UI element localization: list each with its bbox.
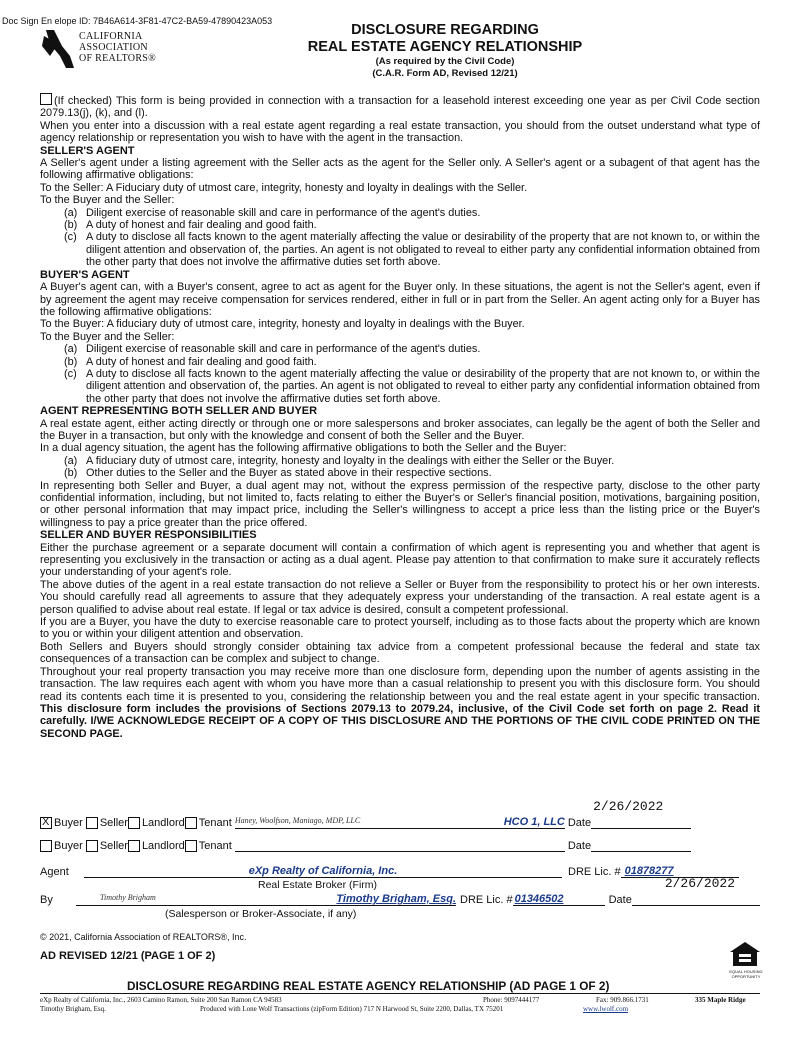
paragraph: To the Seller: A Fiduciary duty of utmost care, integrity, honesty and loyalty in dealings with the Seller. — [40, 181, 528, 194]
paragraph: To the Buyer and the Seller: — [40, 330, 175, 343]
section-heading: BUYER'S AGENT — [40, 268, 130, 281]
date-field[interactable] — [591, 839, 691, 852]
tenant-checkbox[interactable] — [185, 817, 197, 829]
section-heading: AGENT REPRESENTING BOTH SELLER AND BUYER — [40, 405, 318, 418]
equal-housing-icon — [728, 940, 762, 968]
paragraph: A real estate agent, either acting directly or through one or more salespersons and broker associates, can legally be the agent of both the Seller and the Buyer in a transaction, but only with the knowledge and consent of both the Seller and the Buyer. — [40, 417, 760, 442]
list-item: (b) A duty of honest and fair dealing and good faith. — [64, 355, 317, 368]
footer-property-address: 335 Maple Ridge — [695, 996, 746, 1004]
landlord-checkbox[interactable] — [128, 817, 140, 829]
buyer-checkbox-checked[interactable] — [40, 817, 52, 829]
logo-line: CALIFORNIA — [79, 31, 143, 42]
docusign-envelope-id: Doc Sign En elope ID: 7B46A614-3F81-47C2-BA59-47890423A053 — [2, 16, 273, 26]
associate-dre-number: 01346502 — [514, 893, 564, 905]
associate-signature: Timothy Brigham — [100, 893, 156, 902]
form-title — [240, 22, 650, 79]
logo-line: OF REALTORS® — [79, 53, 157, 64]
broker-caption: Real Estate Broker (Firm) — [258, 879, 378, 891]
seller-checkbox[interactable] — [86, 817, 98, 829]
paragraph: Either the purchase agreement or a separate document will contain a confirmation of which agent is representing you and whether that agent is representing you exclusively in the transaction or acting as a dual agent. Please pay attention to that confirmation to make sure it accurately reflects your understanding of your agent's role. — [40, 541, 760, 579]
paragraph: In a dual agency situation, the agent has the following affirmative obligations to both the Seller and the Buyer: — [40, 442, 567, 455]
paragraph: Throughout your real property transaction you may receive more than one disclosure form, depending upon the number of agents assisting in the transaction. The law requires each agent with whom you have more than a casual relationship to present you with this disclosure form. You should read its contents each time it is presented to you, considering the relationship between you and the real estate agent in your specific transaction. This disclosure form includes the provisions of Sections 2079.13 to 2079.24, inclusive, of the Civil Code set forth on page 2. Read it carefully. I/WE ACKNOWLEDGE RECEIPT OF A COPY OF THIS DISCLOSURE AND THE PORTIONS OF THE CIVIL CODE PRINTED ON THE SECOND PAGE. — [40, 665, 760, 740]
revised-label: AD REVISED 12/21 (PAGE 1 OF 2) — [40, 950, 216, 962]
paragraph: A Seller's agent under a listing agreement with the Seller acts as the agent for the Seller only. A Seller's agent or a subagent of that agent has the following affirmative obligations: — [40, 157, 760, 182]
buyer-checkbox[interactable] — [40, 840, 52, 852]
associate-signature-line[interactable] — [76, 893, 456, 906]
leasehold-checkbox[interactable] — [40, 93, 52, 105]
paragraph: To the Buyer: A fiduciary duty of utmost care, integrity, honesty and loyalty in dealings with the Buyer. — [40, 318, 525, 331]
paragraph: If you are a Buyer, you have the duty to exercise reasonable care to protect yourself, including as to those facts about the property which are known to you or within your diligent attention and observation. — [40, 616, 760, 641]
copyright: © 2021, California Association of REALTORS®, Inc. — [40, 932, 247, 942]
acknowledgement-text: This disclosure form includes the provisions of Sections 2079.13 to 2079.24, inclusive, of the Civil Code set forth on page 2. Read it carefully. I/WE ACKNOWLEDGE RECEIPT OF A COPY OF THIS DISCLOSURE AND THE PORTIONS OF THE CIVIL CODE PRINTED ON THE SECOND PAGE. — [40, 702, 760, 740]
agent-label: Agent — [40, 866, 69, 878]
list-item: (b) A duty of honest and fair dealing and good faith. — [64, 219, 317, 232]
footer-divider — [40, 993, 760, 994]
paragraph: Both Sellers and Buyers should strongly consider obtaining tax advice from a competent professional because the federal and state tax consequences of a transaction can be complex and subject to change. — [40, 640, 760, 666]
buyer-entity: HCO 1, LLC — [503, 816, 565, 828]
landlord-label: Landlord — [141, 817, 185, 829]
dre-label: DRE Lic. # — [460, 894, 513, 906]
title-line-2: REAL ESTATE AGENCY RELATIONSHIP — [307, 39, 583, 55]
footer-fax: Fax: 909.866.1731 — [596, 996, 649, 1004]
buyer-date-value: 2/26/2022 — [593, 799, 664, 814]
associate-date-value: 2/26/2022 — [664, 876, 736, 891]
paragraph: To the Buyer and the Seller: — [40, 194, 175, 207]
seller-checkbox[interactable] — [86, 840, 98, 852]
signature-row-1 — [40, 799, 691, 829]
signature-row-2 — [40, 839, 691, 852]
tenant-checkbox[interactable] — [185, 840, 197, 852]
agent-firm-field[interactable] — [84, 865, 562, 878]
list-item: (c) A duty to disclose all facts known to the agent materially affecting the value or desirability of the property that are not known to, or within the diligent attention and observation of, the parties. An agent is not obligated to reveal to either party any confidential information obtained from the other party that does not involve the affirmative duties set forth above. — [64, 231, 760, 269]
footer-broker-address: eXp Realty of California, Inc., 2603 Camino Ramon, Suite 200 San Ramon CA 94583 — [40, 996, 282, 1004]
buyer-label: Buyer — [54, 817, 83, 829]
paragraph: In representing both Seller and Buyer, a dual agent may not, without the express permission of the respective party, disclose to the other party confidential information, including, but not limited to, facts relating to either the Buyer's or Seller's financial position, motivations, bargaining position, or other personal information that may impact price, including the Seller's willingness to accept a price less than the listing price or the Buyer's willingness to pay a price greater than the price offered. — [40, 479, 760, 529]
landlord-label: Landlord — [141, 840, 185, 852]
buyer-signature: Haney, Woolfson, Maniago, MDP, LLC — [234, 816, 361, 825]
associate-name: Timothy Brigham, Esq. — [336, 893, 456, 905]
seller-label: Seller — [99, 817, 128, 829]
list-item: (a) Diligent exercise of reasonable skill and care in performance of the agent's duties. — [64, 343, 481, 356]
title-line-1: DISCLOSURE REGARDING — [351, 22, 539, 38]
date-label: Date — [567, 817, 592, 829]
list-item: (b) Other duties to the Seller and the Buyer as stated above in their respective sections. — [64, 467, 492, 480]
title-line-3: (As required by the Civil Code) — [375, 56, 515, 67]
buyer-label: Buyer — [54, 840, 83, 852]
footer-website-link[interactable]: www.lwolf.com — [583, 1005, 629, 1013]
tenant-label: Tenant — [198, 817, 232, 829]
intro-paragraph: When you enter into a discussion with a real estate agent regarding a real estate transaction, you should from the outset understand what type of agency relationship or representation you wish to have with the agent in the transaction. — [40, 119, 760, 145]
agent-dre-number: 01878277 — [624, 865, 674, 877]
logo-text — [79, 31, 156, 64]
signature-line[interactable] — [235, 839, 565, 852]
buyer-signature-line[interactable] — [235, 816, 565, 829]
by-label: By — [40, 894, 53, 906]
landlord-checkbox[interactable] — [128, 840, 140, 852]
list-item: (a) Diligent exercise of reasonable skill and care in performance of the agent's duties. — [64, 206, 481, 219]
form-body — [40, 93, 760, 740]
equal-housing-text: EQUAL HOUSING OPPORTUNITY — [729, 969, 763, 979]
paragraph: The above duties of the agent in a real estate transaction do not relieve a Seller or Buyer from the responsibility to protect his or her own interests. You should carefully read all agreements to assure that they adequately express your understanding of the transaction. A real estate agent is a person qualified to advise about real estate. If legal or tax advice is desired, consult a competent professional. — [40, 578, 760, 616]
agent-row — [40, 865, 739, 878]
footer-produced: Produced with Lone Wolf Transactions (zipForm Edition) 717 N Harwood St, Suite 2200, Dallas, TX 75201 — [200, 1005, 504, 1013]
list-item: (c) A duty to disclose all facts known to the agent materially affecting the value or desirability of the property that are not known to, or within the diligent attention and observation of, the parties. An agent is not obligated to reveal to either party any confidential information obtained from the other party that does not involve the affirmative duties set forth above. — [64, 367, 760, 405]
date-field[interactable] — [632, 876, 760, 906]
section-heading: SELLER'S AGENT — [40, 144, 135, 157]
logo-line: ASSOCIATION — [79, 42, 148, 53]
title-line-4: (C.A.R. Form AD, Revised 12/21) — [372, 67, 518, 79]
leasehold-paragraph: (If checked) This form is being provided in connection with a transaction for a leasehold interest exceeding one year as per Civil Code section 2079.13(j), (k), and (l). — [40, 95, 760, 120]
associate-caption: (Salesperson or Broker-Associate, if any) — [165, 908, 357, 920]
associate-dre-field[interactable] — [513, 893, 605, 906]
section-heading: SELLER AND BUYER RESPONSIBILITIES — [40, 529, 257, 542]
footer-phone: Phone: 9097444177 — [483, 996, 540, 1004]
seller-label: Seller — [99, 840, 128, 852]
date-label: Date — [567, 840, 592, 852]
tenant-label: Tenant — [198, 840, 232, 852]
date-label: Date — [608, 894, 632, 906]
footer-title: DISCLOSURE REGARDING REAL ESTATE AGENCY RELATIONSHIP (AD PAGE 1 OF 2) — [127, 979, 610, 993]
agent-firm-name: eXp Realty of California, Inc. — [248, 865, 398, 877]
footer-agent-name: Timothy Brigham, Esq. — [40, 1005, 106, 1013]
dre-label: DRE Lic. # — [568, 866, 621, 878]
list-item: (a) A fiduciary duty of utmost care, integrity, honesty and loyalty in the dealings with either the Seller or the Buyer. — [64, 454, 615, 467]
paragraph: A Buyer's agent can, with a Buyer's consent, agree to act as agent for the Buyer only. In these situations, the agent is not the Seller's agent, even if by agreement the agent may receive compensation for services rendered, either in full or in part from the Seller. An agent acting only for a Buyer has the following affirmative obligations: — [40, 281, 760, 318]
date-field[interactable] — [591, 799, 691, 829]
